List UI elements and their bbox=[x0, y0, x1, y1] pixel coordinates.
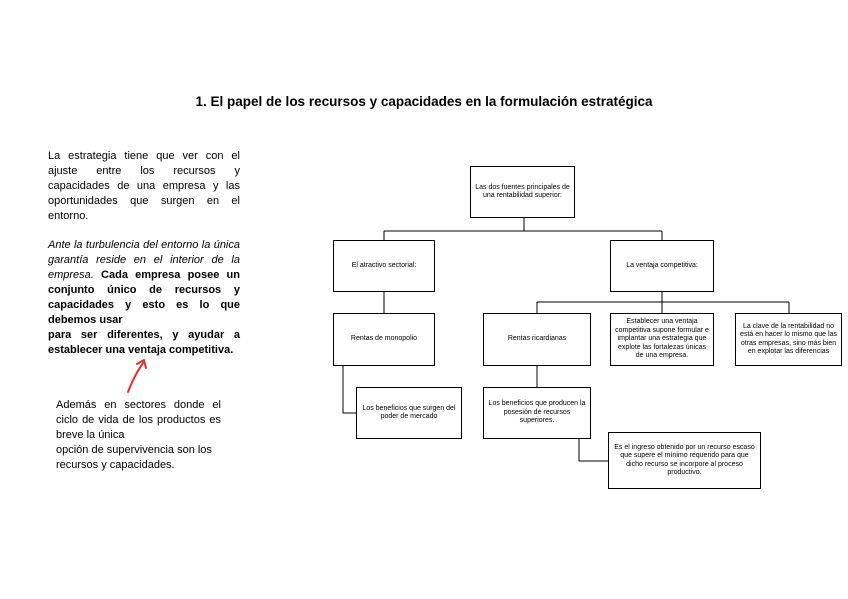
lifecycle-text: Además en sectores donde el ciclo de vida de los productos es breve la única bbox=[56, 399, 221, 441]
sector-box: El atractivo sectorial: bbox=[333, 240, 435, 292]
resources-bold-tail: para ser diferentes, y ayudar a establecer una ventaja competitiva. bbox=[48, 329, 240, 356]
ventaja-box: La ventaja competitiva: bbox=[610, 240, 714, 292]
monopolio-desc-box: Los beneficios que surgen del poder de mercado bbox=[356, 387, 462, 439]
clave-rentabilidad-box: La clave de la rentabilidad no está en hacer lo mismo que las otras empresas, sino más bien en explotar las diferencias bbox=[735, 313, 842, 366]
lifecycle-tail: opción de supervivencia son los recursos y capacidades. bbox=[56, 444, 212, 471]
ricardianas-box: Rentas ricardianas bbox=[483, 313, 591, 366]
page-title: 1. El papel de los recursos y capacidades en la formulación estratégica bbox=[195, 94, 653, 109]
establecer-ventaja-box: Establecer una ventaja competitiva supone formular e implantar una estrategia que explote las fortalezas únicas de una empresa. bbox=[610, 313, 714, 366]
root-box: Las dos fuentes principales de una rentabilidad superior: bbox=[470, 166, 575, 218]
intro-paragraph: La estrategia tiene que ver con el ajuste entre los recursos y capacidades de una empresa y las oportunidades que surgen en el entorno. bbox=[48, 150, 240, 222]
ricardianas-desc-box: Los beneficios que producen la posesión de recursos superiores. bbox=[483, 387, 591, 439]
ricardianas-definition-box: Es el ingreso obtenido por un recurso escaso que supere el mínimo requerido para que dicho recurso se incorpore al proceso productivo. bbox=[608, 432, 761, 489]
resources-bold-text: Cada empresa posee un conjunto único de recursos y capacidades y esto es lo que debemos usar bbox=[48, 269, 240, 326]
monopolio-box: Rentas de monopolio bbox=[333, 313, 435, 366]
resources-italic-text: Ante la turbulencia del entorno la única garantía reside en el interior de la empresa. bbox=[48, 239, 240, 281]
